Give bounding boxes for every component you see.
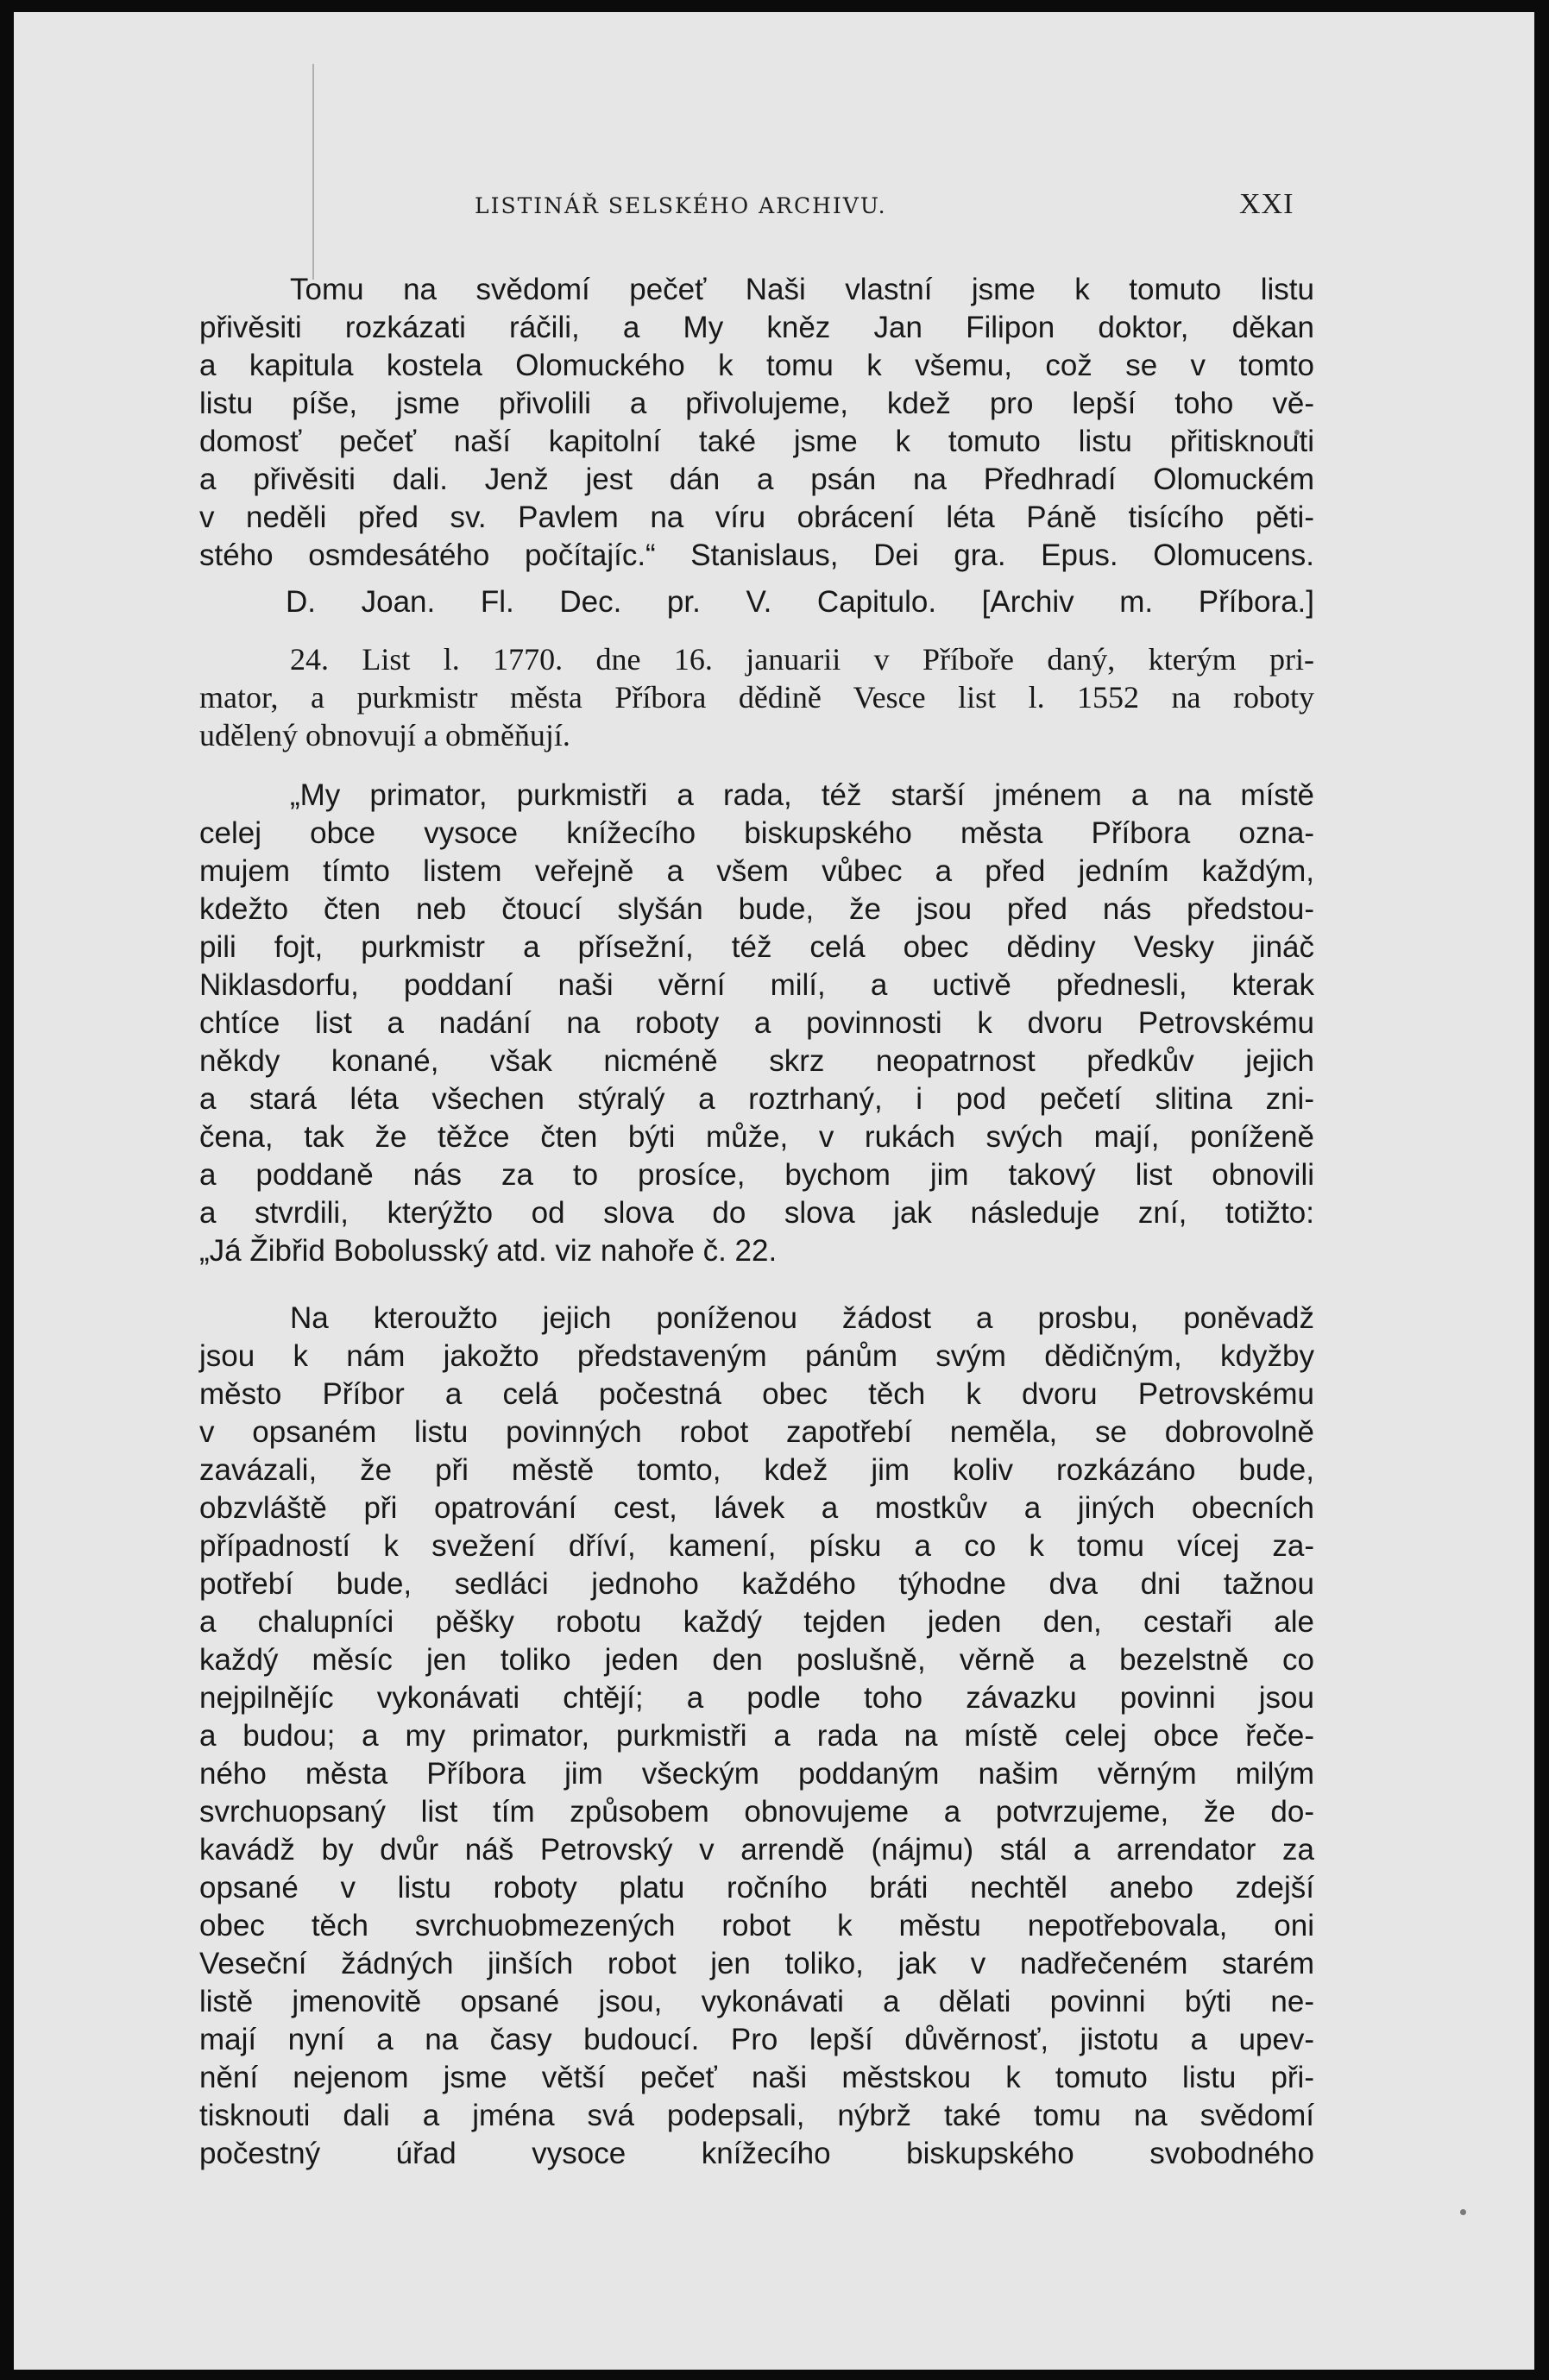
text-line: „My primator, purkmistři a rada, též starší jménem a na místě: [290, 778, 1314, 812]
scan-speck: [1460, 2209, 1466, 2215]
text-line: Veseční žádných jinších robot jen toliko, jak v nadřečeném starém: [199, 1947, 1314, 1980]
text-line: listě jmenovitě opsané jsou, vykonávati a dělati povinni býti ne-: [199, 1985, 1314, 2018]
text-line: a přivěsiti dali. Jenž jest dán a psán na Předhradí Olomuckém: [199, 463, 1314, 496]
page-header: [14, 188, 1534, 228]
text-line: obec těch svrchuobmezených robot k městu nepotřebovala, oni: [199, 1909, 1314, 1942]
text-line: jsou k nám jakožto představeným pánům svým dědičným, kdyžby: [199, 1339, 1314, 1373]
text-line: a kapitula kostela Olomuckého k tomu k všemu, což se v tomto: [199, 349, 1314, 382]
text-line: nění nejenom jsme větší pečeť naši městskou k tomuto listu při-: [199, 2061, 1314, 2094]
text-line: opsané v listu roboty platu ročního bráti nechtěl anebo zdejší: [199, 1871, 1314, 1905]
text-line: udělený obnovují a obměňují.: [199, 718, 570, 752]
book-page: [14, 12, 1534, 2370]
text-line: ného města Příbora jim všeckým poddaným našim věrným milým: [199, 1757, 1314, 1791]
text-line: a stará léta všechen stýralý a roztrhaný, i pod pečetí slitina zni-: [199, 1082, 1314, 1116]
text-line: kavádž by dvůr náš Petrovský v arrendě (nájmu) stál a arrendator za: [199, 1833, 1314, 1867]
text-line: případností k svežení dříví, kamení, písku a co k tomu vícej za-: [199, 1529, 1314, 1563]
text-line: tisknouti dali a jména svá podepsali, nýbrž také tomu na svědomí: [199, 2099, 1314, 2132]
text-line: město Příbor a celá počestná obec těch k dvoru Petrovskému: [199, 1377, 1314, 1411]
text-line: přivěsiti rozkázati ráčili, a My kněz Jan Filipon doktor, děkan: [199, 311, 1314, 344]
text-line: domosť pečeť naší kapitolní také jsme k tomuto listu přitisknouti: [199, 425, 1314, 458]
text-line: Niklasdorfu, poddaní naši věrní milí, a uctivě přednesli, kterak: [199, 968, 1314, 1002]
scan-scratch: [312, 64, 314, 280]
text-line: chtíce list a nadání na roboty a povinnosti k dvoru Petrovskému: [199, 1006, 1314, 1040]
running-title: LISTINÁŘ SELSKÉHO ARCHIVU.: [475, 193, 887, 218]
signature-line: D. Joan. Fl. Dec. pr. V. Capitulo. [Archiv m. Příbora.]: [286, 585, 1314, 619]
text-line: obzvláště při opatrování cest, lávek a mostkův a jiných obecních: [199, 1491, 1314, 1525]
text-line: zavázali, že při městě tomto, kdež jim koliv rozkázáno bude,: [199, 1453, 1314, 1487]
text-line: pili fojt, purkmistr a přísežní, též celá obec dědiny Vesky jináč: [199, 930, 1314, 964]
text-line: kdežto čten neb čtoucí slyšán bude, že jsou před nás předstou-: [199, 892, 1314, 926]
text-line: v neděli před sv. Pavlem na víru obrácení léta Páně tisícího pěti-: [199, 501, 1314, 534]
text-line: 24. List l. 1770. dne 16. januarii v Příboře daný, kterým pri-: [290, 642, 1314, 677]
text-line: Tomu na svědomí pečeť Naši vlastní jsme k tomuto listu: [290, 273, 1314, 306]
text-line: „Já Žibřid Bobolusský atd. viz nahoře č. 22.: [199, 1234, 778, 1268]
text-line: celej obce vysoce knížecího biskupského města Příbora ozna-: [199, 816, 1314, 850]
text-line: čena, tak že těžce čten býti může, v rukách svých mají, poníženě: [199, 1120, 1314, 1154]
page-number: XXI: [1239, 188, 1294, 220]
text-line: svrchuopsaný list tím způsobem obnovujeme a potvrzujeme, že do-: [199, 1795, 1314, 1829]
text-line: nejpilnějíc vykonávati chtějí; a podle toho závazku povinni jsou: [199, 1681, 1314, 1715]
text-line: a poddaně nás za to prosíce, bychom jim takový list obnovili: [199, 1158, 1314, 1192]
text-line: a budou; a my primator, purkmistři a rada na místě celej obce řeče-: [199, 1719, 1314, 1753]
text-line: někdy konané, však nicméně skrz neopatrnost předkův jejich: [199, 1044, 1314, 1078]
text-line: Na kteroužto jejich poníženou žádost a prosbu, poněvadž: [290, 1301, 1314, 1335]
text-line: a chalupníci pěšky robotu každý tejden jeden den, cestaři ale: [199, 1605, 1314, 1639]
text-line: mujem tímto listem veřejně a všem vůbec a před jedním každým,: [199, 854, 1314, 888]
scan-border: [0, 0, 14, 2380]
text-line: v opsaném listu povinných robot zapotřebí neměla, se dobrovolně: [199, 1415, 1314, 1449]
text-line: stého osmdesátého počítajíc.“ Stanislaus, Dei gra. Epus. Olomucens.: [199, 538, 1314, 572]
text-line: potřebí bude, sedláci jednoho každého týhodne dva dni tažnou: [199, 1567, 1314, 1601]
text-line: počestný úřad vysoce knížecího biskupského svobodného: [199, 2137, 1314, 2170]
text-line: mator, a purkmistr města Příbora dědině Vesce list l. 1552 na roboty: [199, 680, 1314, 715]
text-line: mají nyní a na časy budoucí. Pro lepší důvěrnosť, jistotu a upev-: [199, 2023, 1314, 2056]
text-line: a stvrdili, kterýžto od slova do slova jak následuje zní, totižto:: [199, 1196, 1314, 1230]
text-line: listu píše, jsme přivolili a přivolujeme, kdež pro lepší toho vě-: [199, 387, 1314, 420]
text-line: každý měsíc jen toliko jeden den poslušně, věrně a bezelstně co: [199, 1643, 1314, 1677]
